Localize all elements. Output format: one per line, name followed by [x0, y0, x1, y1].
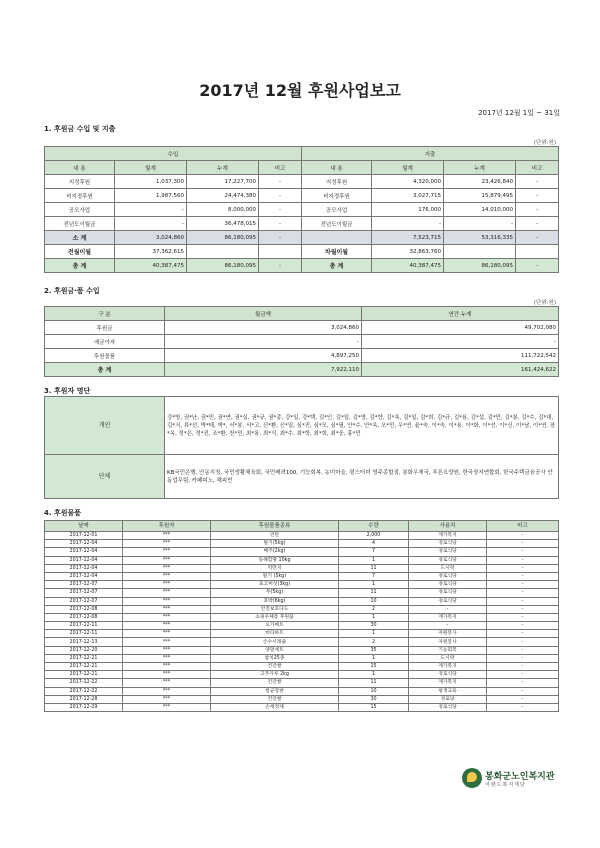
- income-header: 수입: [45, 147, 302, 161]
- table-cell: -: [487, 597, 559, 605]
- table-cell: ***: [123, 613, 211, 621]
- table-cell: 4,897,250: [165, 349, 362, 363]
- col-header: 사용처: [409, 521, 487, 532]
- table-cell: 재가복지: [409, 663, 487, 671]
- table-cell: 경로식당: [409, 548, 487, 556]
- table-cell: 3,024,860: [165, 321, 362, 335]
- table-cell: 경로식당: [409, 597, 487, 605]
- table-cell: [516, 245, 559, 259]
- table-row: [45, 622, 559, 630]
- section1-unit: (단위:원): [533, 140, 556, 146]
- table-cell: -: [487, 556, 559, 564]
- table-cell: ***: [123, 671, 211, 679]
- table-cell: -: [487, 695, 559, 703]
- table-row: [45, 646, 559, 654]
- table-cell: 35: [339, 646, 409, 654]
- individual-label: 개인: [45, 397, 165, 455]
- col-header: 누계: [444, 161, 516, 175]
- table-cell: 전년도이월금: [45, 217, 115, 231]
- table-row: [45, 363, 559, 377]
- col-header: 월금액: [165, 307, 362, 321]
- table-cell: 지정후원: [45, 175, 115, 189]
- table-cell: 비지정후원: [302, 189, 372, 203]
- table-cell: 2017-12-08: [45, 613, 123, 621]
- table-cell: -: [487, 638, 559, 646]
- table-cell: -: [487, 654, 559, 662]
- table-cell: 경로식당: [409, 572, 487, 580]
- table-cell: 23,426,840: [444, 175, 516, 189]
- table-cell: 비타하트: [211, 630, 339, 638]
- table-cell: ***: [123, 540, 211, 548]
- table-cell: 2017-12-07: [45, 589, 123, 597]
- table-cell: 경로당: [409, 695, 487, 703]
- table-cell: -: [487, 548, 559, 556]
- table-cell: 떡만지: [211, 564, 339, 572]
- leaf-logo-icon: [462, 768, 482, 788]
- table-cell: -: [516, 259, 559, 273]
- logo-subtitle: 이랜드복지재단: [485, 782, 526, 788]
- table-cell: 건강쌀: [211, 663, 339, 671]
- table-cell: 2017-12-13: [45, 638, 123, 646]
- table-cell: 10: [339, 687, 409, 695]
- table-cell: 3,024,860: [115, 231, 187, 245]
- table-cell: ***: [123, 605, 211, 613]
- col-header: 연간 누계: [362, 307, 559, 321]
- table-cell: ***: [123, 646, 211, 654]
- table-row: [45, 663, 559, 671]
- table-cell: -: [487, 532, 559, 540]
- table-cell: 동해합땅 10kg: [211, 556, 339, 564]
- table-cell: 2017-12-08: [45, 605, 123, 613]
- table-cell: -: [487, 687, 559, 695]
- table-cell: 딸기(5kg): [211, 540, 339, 548]
- table-cell: 36,478,015: [187, 217, 259, 231]
- table-cell: 자원봉사: [409, 638, 487, 646]
- table-cell: 1: [339, 581, 409, 589]
- table-cell: 2017-12-04: [45, 548, 123, 556]
- col-header: 구 분: [45, 307, 165, 321]
- table-cell: 111,722,542: [362, 349, 559, 363]
- table-cell: -: [487, 613, 559, 621]
- table-cell: 2017-12-04: [45, 556, 123, 564]
- table-cell: ***: [123, 564, 211, 572]
- table-cell: 11: [339, 564, 409, 572]
- table-cell: -: [487, 564, 559, 572]
- table-cell: 14,010,000: [444, 203, 516, 217]
- table-cell: [187, 245, 259, 259]
- table-cell: [259, 245, 302, 259]
- table-cell: ***: [123, 630, 211, 638]
- table-cell: 건강쌀: [211, 679, 339, 687]
- table-cell: 3,027,715: [372, 189, 444, 203]
- table-cell: 표고버섯(3kg): [211, 581, 339, 589]
- table-cell: 손세정제: [211, 703, 339, 711]
- table-row: [45, 687, 559, 695]
- table-cell: 건강쌀: [211, 695, 339, 703]
- table-cell: [302, 231, 372, 245]
- table-cell: -: [516, 231, 559, 245]
- table-cell: 무(5kg): [211, 589, 339, 597]
- table-cell: 1,987,560: [115, 189, 187, 203]
- donation-income-table: [44, 306, 559, 377]
- table-cell: ***: [123, 581, 211, 589]
- table-cell: 2017-12-22: [45, 687, 123, 695]
- group-label: 단체: [45, 455, 165, 499]
- table-cell: -: [487, 663, 559, 671]
- table-cell: 재가복지: [409, 613, 487, 621]
- table-row: [45, 589, 559, 597]
- table-cell: ***: [123, 556, 211, 564]
- table-cell: 1: [339, 671, 409, 679]
- table-cell: 소 계: [45, 231, 115, 245]
- table-cell: -: [259, 203, 302, 217]
- table-cell: 경로식당: [409, 581, 487, 589]
- table-cell: -: [487, 646, 559, 654]
- table-cell: 32,863,760: [372, 245, 444, 259]
- table-cell: 전월이월: [45, 245, 115, 259]
- table-cell: 15: [339, 663, 409, 671]
- table-cell: 도시락: [409, 564, 487, 572]
- welfare-center-logo: [462, 768, 582, 792]
- table-cell: ***: [123, 622, 211, 630]
- donated-goods-table: [44, 520, 559, 712]
- table-cell: 2017-12-29: [45, 703, 123, 711]
- table-cell: 호박(6kg): [211, 597, 339, 605]
- table-cell: -: [259, 231, 302, 245]
- table-cell: 2017-12-20: [45, 646, 123, 654]
- table-cell: -: [259, 175, 302, 189]
- table-cell: 1: [339, 556, 409, 564]
- table-cell: 재가복지: [409, 532, 487, 540]
- table-cell: 참치25종: [211, 654, 339, 662]
- table-cell: 15: [339, 703, 409, 711]
- table-cell: -: [487, 622, 559, 630]
- table-cell: 86,180,095: [187, 259, 259, 273]
- table-cell: -: [487, 679, 559, 687]
- table-cell: 49,702,080: [362, 321, 559, 335]
- table-cell: 11: [339, 679, 409, 687]
- table-cell: -: [487, 589, 559, 597]
- table-cell: ***: [123, 679, 211, 687]
- table-cell: ***: [123, 589, 211, 597]
- table-cell: 경로식당: [409, 703, 487, 711]
- table-cell: 2017-12-01: [45, 532, 123, 540]
- table-row: [45, 613, 559, 621]
- group-donors: KB국민은행, 안동지청, 국민생활체육회, 국민배려100, 기능회복, 농미마을, 핑스터미 영주종합점, 봉화우체국, 푸른요양원, 한국장지연합회, 한국주택금융공사 안동업무팀, 카페피노, 해피빈: [165, 455, 559, 499]
- table-cell: 2017-12-22: [45, 679, 123, 687]
- table-cell: 2017-12-07: [45, 581, 123, 589]
- table-cell: -: [516, 203, 559, 217]
- table-cell: -: [487, 671, 559, 679]
- table-cell: 경로식당: [409, 671, 487, 679]
- table-cell: 1: [339, 630, 409, 638]
- col-header: 비고: [259, 161, 302, 175]
- table-row: [45, 203, 559, 217]
- table-cell: 2017-12-11: [45, 630, 123, 638]
- table-cell: 비지정후원: [45, 189, 115, 203]
- col-header: 비고: [487, 521, 559, 532]
- table-cell: 2017-12-04: [45, 572, 123, 580]
- section4-heading: 4. 후원물품: [44, 509, 82, 517]
- table-cell: ***: [123, 663, 211, 671]
- table-cell: 2017-12-04: [45, 564, 123, 572]
- table-cell: 86,180,095: [444, 259, 516, 273]
- income-expense-table: [44, 146, 559, 273]
- table-cell: 11: [339, 589, 409, 597]
- table-row: [45, 654, 559, 662]
- table-cell: ***: [123, 548, 211, 556]
- col-header: 후원물품종류: [211, 521, 339, 532]
- col-header: 월계: [372, 161, 444, 175]
- table-cell: -: [487, 630, 559, 638]
- table-cell: -: [487, 540, 559, 548]
- table-cell: 53,316,335: [444, 231, 516, 245]
- table-cell: 2017-12-11: [45, 622, 123, 630]
- table-cell: 10: [339, 597, 409, 605]
- report-title: 2017년 12월 후원사업보고: [199, 81, 401, 100]
- table-cell: 경로식당: [409, 540, 487, 548]
- section3-heading: 3. 후원자 명단: [44, 387, 91, 395]
- table-cell: 2017-12-21: [45, 671, 123, 679]
- table-cell: 경로식당: [409, 589, 487, 597]
- table-row: [45, 556, 559, 564]
- table-cell: -: [362, 335, 559, 349]
- table-cell: 161,424,622: [362, 363, 559, 377]
- table-cell: ***: [123, 572, 211, 580]
- table-cell: -: [409, 605, 487, 613]
- individual-donors: 강*방, 권*난, 권*민, 권*연, 권*실, 권*규, 권*종, 강*일, 강*택, 김*인, 김*일, 김*영, 김*향, 김*옥, 김*일, 김*희, 김*규, 김*용, 김*섭, 김*민, 김*봉, 김*수, 김*대, 김*식, 류*선, 박*태, 박*, 서*봉, 서*고, 신*환, 신*일, 심*진, 심*모, 심*필, 안*수, 안*옥, 오*민, 우*연, 윤*숙, 이*숙, 이*용, 이*화, 이*선, 이*신, 이*남, 이*연, 장*옥, 정*은, 정*진, 조*환, 천*민, 최*용, 최*식, 최*수, 최*학, 최*희, 최*웅, 홍*민: [165, 397, 559, 455]
- table-cell: -: [516, 217, 559, 231]
- table-cell: 도시락: [409, 654, 487, 662]
- table-cell: ***: [123, 638, 211, 646]
- table-cell: 경로식당: [409, 556, 487, 564]
- table-cell: -: [115, 203, 187, 217]
- table-row: [45, 259, 559, 273]
- table-cell: 양말세트: [211, 646, 339, 654]
- table-cell: 재가복지: [409, 679, 487, 687]
- table-row: [45, 175, 559, 189]
- table-cell: 차월이월: [302, 245, 372, 259]
- table-cell: 2: [339, 605, 409, 613]
- table-row: [45, 671, 559, 679]
- table-cell: 총 계: [45, 363, 165, 377]
- table-cell: -: [487, 572, 559, 580]
- table-cell: 2017-12-28: [45, 695, 123, 703]
- table-cell: 2017-12-21: [45, 663, 123, 671]
- table-cell: 쇼핑우체통 후원품: [211, 613, 339, 621]
- table-cell: -: [409, 622, 487, 630]
- table-cell: 후원금: [45, 321, 165, 335]
- table-cell: 1: [339, 613, 409, 621]
- table-cell: -: [259, 217, 302, 231]
- table-row: [45, 581, 559, 589]
- table-row: [45, 638, 559, 646]
- col-header: 비고: [516, 161, 559, 175]
- table-cell: 86,180,095: [187, 231, 259, 245]
- table-row: [45, 703, 559, 711]
- table-cell: 7: [339, 572, 409, 580]
- table-cell: 2,000: [339, 532, 409, 540]
- table-row: [45, 349, 559, 363]
- col-header: 내 용: [302, 161, 372, 175]
- table-row: [45, 335, 559, 349]
- col-header: 누계: [187, 161, 259, 175]
- table-cell: 총 계: [45, 259, 115, 273]
- section1-heading: 1. 후원금 수입 및 지출: [44, 125, 116, 133]
- table-cell: 2017-12-21: [45, 654, 123, 662]
- table-cell: 40,387,475: [372, 259, 444, 273]
- table-cell: 7,922,110: [165, 363, 362, 377]
- table-cell: -: [516, 189, 559, 203]
- table-cell: 7,523,715: [372, 231, 444, 245]
- table-row: [45, 189, 559, 203]
- table-row: [45, 321, 559, 335]
- table-cell: 예금이자: [45, 335, 165, 349]
- table-row: [45, 572, 559, 580]
- table-cell: 17,227,700: [187, 175, 259, 189]
- table-cell: 연탄: [211, 532, 339, 540]
- table-cell: -: [259, 259, 302, 273]
- table-row: [45, 605, 559, 613]
- table-cell: ***: [123, 703, 211, 711]
- table-row: [45, 540, 559, 548]
- expense-header: 지출: [302, 147, 559, 161]
- table-cell: 8,000,000: [187, 203, 259, 217]
- table-cell: 2: [339, 638, 409, 646]
- table-cell: -: [487, 703, 559, 711]
- table-cell: -: [487, 605, 559, 613]
- table-cell: 기능회복: [409, 646, 487, 654]
- table-row: [45, 564, 559, 572]
- table-cell: 지정후원: [302, 175, 372, 189]
- table-row: [45, 532, 559, 540]
- table-cell: 공모사업: [302, 203, 372, 217]
- table-cell: -: [487, 581, 559, 589]
- table-cell: 30: [339, 622, 409, 630]
- table-cell: 배추(2kg): [211, 548, 339, 556]
- table-cell: -: [444, 217, 516, 231]
- section2-heading: 2. 후원금·품 수입: [44, 287, 100, 295]
- col-header: 날짜: [45, 521, 123, 532]
- table-cell: 자원봉사: [409, 630, 487, 638]
- table-cell: ***: [123, 597, 211, 605]
- table-cell: 1: [339, 654, 409, 662]
- table-cell: 후원물품: [45, 349, 165, 363]
- table-cell: ***: [123, 695, 211, 703]
- table-cell: 1,037,300: [115, 175, 187, 189]
- table-cell: 40,387,475: [115, 259, 187, 273]
- table-cell: -: [165, 335, 362, 349]
- table-cell: 총 계: [302, 259, 372, 273]
- table-cell: 15,879,495: [444, 189, 516, 203]
- table-cell: 고추가루 2kg: [211, 671, 339, 679]
- table-row: [45, 548, 559, 556]
- table-cell: [444, 245, 516, 259]
- table-cell: 2017-12-04: [45, 540, 123, 548]
- table-cell: ***: [123, 654, 211, 662]
- table-cell: -: [372, 217, 444, 231]
- table-cell: ***: [123, 532, 211, 540]
- logo-name: 봉화군노인복지관: [485, 772, 555, 782]
- table-cell: -: [259, 189, 302, 203]
- report-period: 2017년 12월 1일 ~ 31일: [478, 109, 560, 117]
- col-header: 내 용: [45, 161, 115, 175]
- table-cell: 요가매트: [211, 622, 339, 630]
- table-cell: 30: [339, 695, 409, 703]
- table-row: [45, 231, 559, 245]
- table-cell: 37,362,615: [115, 245, 187, 259]
- table-cell: 공모사업: [45, 203, 115, 217]
- table-cell: -: [115, 217, 187, 231]
- table-cell: 7: [339, 548, 409, 556]
- table-cell: 24,474,380: [187, 189, 259, 203]
- table-row: [45, 630, 559, 638]
- table-row: [45, 679, 559, 687]
- table-cell: 딸기 (5kg): [211, 572, 339, 580]
- table-cell: 전년도이월금: [302, 217, 372, 231]
- donor-list-table: [44, 396, 559, 499]
- table-cell: 평생교육: [409, 687, 487, 695]
- table-cell: 176,000: [372, 203, 444, 217]
- table-cell: 항균장판: [211, 687, 339, 695]
- table-row: [45, 695, 559, 703]
- table-row: [45, 245, 559, 259]
- table-row: [45, 217, 559, 231]
- table-row: [45, 597, 559, 605]
- table-cell: -: [516, 175, 559, 189]
- table-cell: 2017-12-07: [45, 597, 123, 605]
- table-cell: 안전보호다도: [211, 605, 339, 613]
- table-cell: 손수시래줄: [211, 638, 339, 646]
- table-cell: 4,320,000: [372, 175, 444, 189]
- section2-unit: (단위:원): [533, 300, 556, 306]
- col-header: 월계: [115, 161, 187, 175]
- col-header: 후원자: [123, 521, 211, 532]
- table-cell: ***: [123, 687, 211, 695]
- col-header: 수량: [339, 521, 409, 532]
- table-cell: 4: [339, 540, 409, 548]
